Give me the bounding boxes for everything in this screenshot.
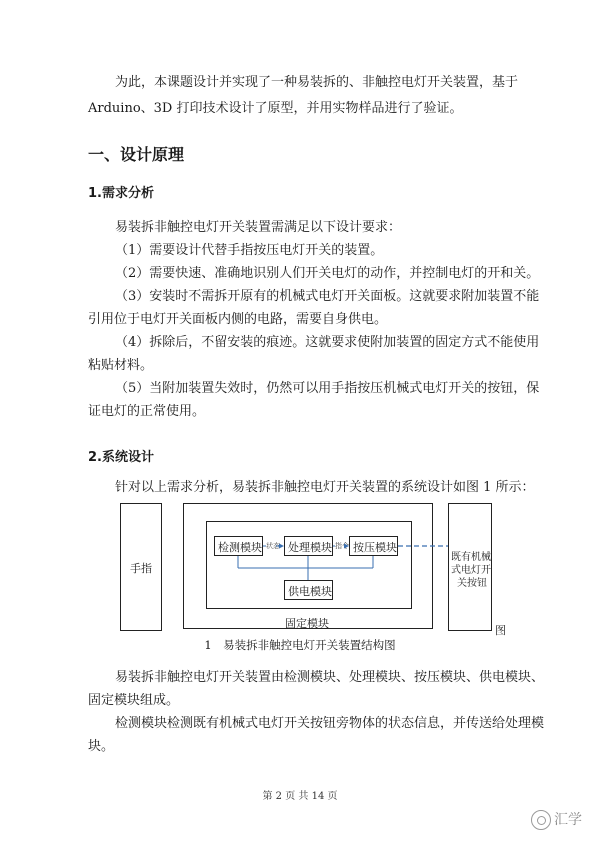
req-line: 引用位于电灯开关面板内侧的电路，需要自身供电。: [88, 312, 388, 327]
after-line: 固定模块组成。: [88, 693, 180, 708]
intro-line-1: 为此，本课题设计并实现了一种易装拆的、非触控电灯开关装置，基于: [115, 75, 519, 90]
req-line: 粘贴材料。: [88, 358, 154, 373]
after-line: 易装拆非触控电灯开关装置由检测模块、处理模块、按压模块、供电模块、: [115, 670, 545, 685]
state-arrow-label: 状态: [266, 542, 280, 550]
page-footer: 第 2 页 共 14 页: [262, 791, 338, 802]
switch-label-line: 既有机械: [451, 552, 491, 563]
power-module-label: 供电模块: [288, 585, 332, 598]
after-line: 检测模块检测既有机械式电灯开关按钮旁物体的状态信息，并传送给处理模: [115, 716, 545, 731]
fixed-module-label: 固定模块: [285, 617, 329, 630]
press-module-label: 按压模块: [353, 541, 397, 554]
watermark-logo-icon: [531, 810, 551, 830]
watermark-text: 汇学: [554, 812, 582, 828]
watermark: [531, 809, 582, 830]
req-line: 证电灯的正常使用。: [88, 404, 206, 419]
switch-label-line: 关按钮: [457, 578, 487, 589]
intro-line-2: Arduino、3D 打印技术设计了原型，并用实物样品进行了验证。: [88, 101, 463, 116]
system-intro: 针对以上需求分析，易装拆非触控电灯开关装置的系统设计如图 1 所示：: [115, 480, 535, 495]
process-module-label: 处理模块: [288, 541, 332, 554]
req-line: （5）当附加装置失效时，仍然可以用手指按压机械式电灯开关的按钮，保: [115, 381, 540, 396]
figure-mark: 图: [495, 624, 506, 637]
figure-caption: 1 易装拆非触控电灯开关装置结构图: [204, 638, 396, 652]
req-line: （4）拆除后，不留安装的痕迹。这就要求使附加装置的固定方式不能使用: [115, 335, 540, 350]
switch-button-box: [448, 503, 492, 631]
req-line: （2）需要快速、准确地识别人们开关电灯的动作，并控制电灯的开和关。: [115, 266, 540, 281]
detect-module-label: 检测模块: [218, 541, 262, 554]
after-line: 块。: [88, 739, 115, 754]
req-line: （1）需要设计代替手指按压电灯开关的装置。: [115, 243, 384, 258]
command-arrow-label: 指令: [335, 542, 349, 550]
section-heading: 一、设计原理: [88, 145, 185, 164]
subsection-heading-requirements: 1.需求分析: [88, 186, 154, 201]
req-line: （3）安装时不需拆开原有的机械式电灯开关面板。这就要求附加装置不能: [115, 289, 540, 304]
subsection-heading-system: 2.系统设计: [88, 450, 154, 465]
req-line: 易装拆非触控电灯开关装置需满足以下设计要求：: [115, 220, 402, 235]
switch-label-line: 式电灯开: [451, 565, 491, 576]
finger-label: 手指: [130, 562, 152, 575]
